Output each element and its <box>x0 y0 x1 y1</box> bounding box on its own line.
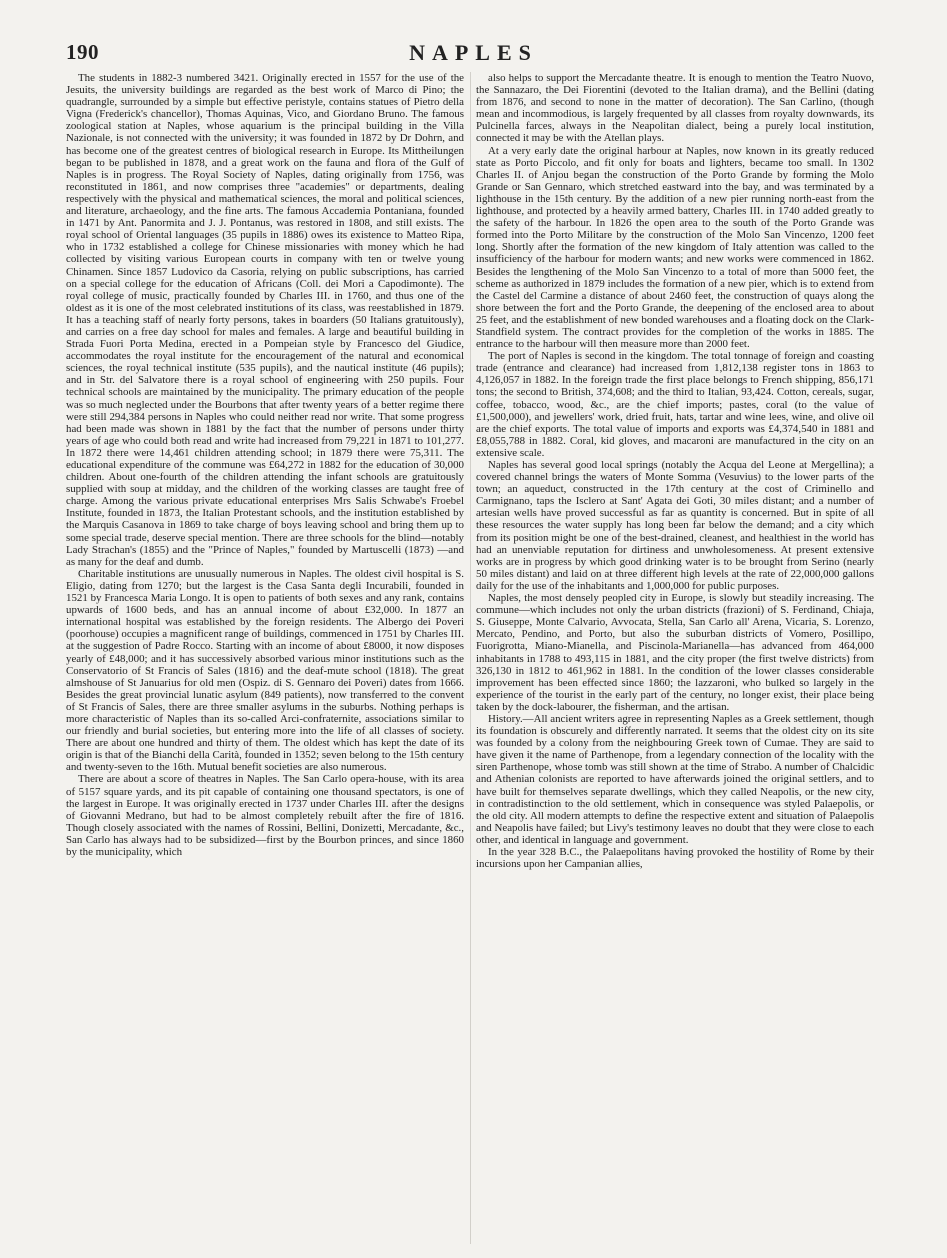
running-head: NAPLES <box>409 40 538 65</box>
right-column <box>476 72 874 1244</box>
page-header <box>66 40 881 70</box>
page-number: 190 <box>66 40 99 64</box>
paragraph: History.—All ancient writers agree in representing Naples as a Greek settlement, though its foundation is obscurely and differently narrated. It seems that the oldest city on its site was founded by a colony from the neighbouring Greek town of Cumae. They are said to have given it the name of Parthenope, from a legendary connection of the locality with the siren Parthenope, whose tomb was still shown at the time of Strabo. A number of Chalcidic and Athenian colonists are reported to have afterwards joined the original settlers, and to have built for themselves separate dwellings, which they called Neapolis, or the new city, in contradistinction to the old settlement, which in consequence was styled Palaepolis, or the old city. All modern attempts to define the respective extent and situation of Palaepolis and Neapolis have failed; but Livy's testimony leaves no doubt that they were close to each other, and identical in language and government. <box>476 712 874 846</box>
paragraph: At a very early date the original harbour at Naples, now known in its greatly reduced state as Porto Piccolo, and fit only for boats and lighters, became too small. In 1302 Charles II. of Anjou began the construction of the Porto Grande by forming the Molo Grande or San Gennaro, which stretched eastward into the bay, and was terminated by a lighthouse in the 15th century. By the addition of a new pier running north-east from the lighthouse, and protected by a heavily armed battery, Charles III. in 1740 added greatly to the safety of the harbour. In 1826 the open area to the south of the Porto Grande was formed into the Porto Militare by the construction of the Molo San Vincenzo, 1200 feet long. Shortly after the formation of the new kingdom of Italy attention was called to the insufficiency of the harbour for modern wants; and new works were commenced in 1862. Besides the lengthening of the Molo San Vincenzo to a total of more than 5000 feet, the scheme as authorized in 1879 includes the formation of a new pier, which is to extend from the Castel del Carmine a distance of about 2460 feet, the construction of quays along the shore between the fort and the Porto Grande, the deepening of the enclosed area to about 25 feet, and the establishment of new bonded warehouses and a floating dock on the Clark-Standfield system. The contract provides for the completion of the works in 1885. The entrance to the harbour will then measure more than 2000 feet. <box>476 144 874 351</box>
paragraph: The port of Naples is second in the kingdom. The total tonnage of foreign and coasting trade (entrance and clearance) had increased from 1,812,138 register tons in 1863 to 4,126,057 in 1882. In the foreign trade the first place belongs to French shipping, 856,171 tons; the second to British, 374,608; and the third to Italian, 93,424. Cotton, cereals, sugar, coffee, tobacco, wood, &c., are the chief imports; pastes, coral (to the value of £1,500,000), and jewellers' work, dried fruit, hats, tartar and wine lees, wine, and olive oil are the chief exports. The total value of imports and exports was £4,374,540 in 1881 and £8,055,788 in 1882. Coral, kid gloves, and macaroni are manufactured in the city on an extensive scale. <box>476 350 874 459</box>
paragraph: There are about a score of theatres in Naples. The San Carlo opera-house, with its area of 5157 square yards, and its pit capable of containing one thousand spectators, is one of the largest in Europe. It was originally erected in 1737 under Charles III. after the designs of Giovanni Medrano, but had to be almost completely rebuilt after the fire of 1816. Though closely associated with the names of Rossini, Bellini, Donizetti, Mercadante, &c., San Carlo has always had to be subsidized—first by the Bourbon princes, and since 1860 by the municipality, which <box>66 773 464 858</box>
paragraph: also helps to support the Mercadante theatre. It is enough to mention the Teatro Nuovo, the Sannazaro, the Dei Fiorentini (devoted to the Italian drama), and the Bellini (dating from 1876, and second to none in the matter of decoration). The San Carlino, (though mean and incommodious, is largely frequented by all classes from royalty downwards, its Pulcinella farces, always in the Neapolitan dialect, being a purely local institution, connected it may be with the Atellan plays. <box>476 72 874 145</box>
column-divider <box>470 72 471 1244</box>
paragraph: Naples, the most densely peopled city in Europe, is slowly but steadily increasing. The commune—which includes not only the urban districts (frazioni) of S. Ferdinand, Chiaja, S. Giuseppe, Monte Calvario, Avvocata, Stella, San Carlo all' Arena, Vicaria, S. Lorenzo, Mercato, Pendino, and Porto, but also the suburban districts of Vomero, Posillipo, Fuorigrotta, Miano-Mianella, and Piscinola-Marianella—has advanced from 464,000 inhabitants in 1788 to 493,115 in 1881, and the city proper (the first twelve districts) from 326,130 in 1812 to 461,962 in 1881. In the condition of the lower classes considerable improvement has been effected since 1860; the lazzaroni, who bulked so largely in the experience of the tourist in the early part of the century, no longer exist, their place being taken by the dock-labourer, the fisherman, and the artisan. <box>476 592 874 713</box>
paragraph: In the year 328 B.C., the Palaepolitans having provoked the hostility of Rome by their incursions upon her Campanian allies, <box>476 846 874 871</box>
paragraph: Charitable institutions are unusually numerous in Naples. The oldest civil hospital is S. Eligio, dating from 1270; but the largest is the Casa Santa degli Incurabili, founded in 1521 by Francesca Maria Longo. It is open to patients of both sexes and any rank, contains upwards of 1600 beds, and has an annual income of about £32,000. In 1877 an international hospital was established by the foreign residents. The Albergo dei Poveri (poorhouse) occupies a magnificent range of buildings, commenced in 1751 by Charles III. at the suggestion of Padre Rocco. Starting with an income of about £8000, it now disposes yearly of £48,000; and it has successively absorbed various minor institutions such as the Conservatorio of St Francis of Sales (1816) and the deaf-mute school (1818). The great almshouse of St Januarius for old men (Ospiz. di S. Gennaro dei Poveri) dates from 1666. Besides the great provincial lunatic asylum (849 patients), now transferred to the convent of St Francis of Sales, there are three smaller asylums in the suburbs. Nothing perhaps is more characteristic of Naples than its so-called Arci-confraternite, associations similar to our friendly and burial societies, but entering more into the life of all classes of society. There are about one hundred and thirty of them. The oldest which has kept the date of its origin is that of the Bianchi della Carità, founded in 1352; seven belong to the 15th century and twenty-seven to the 16th. Mutual benefit societies are also numerous. <box>66 567 464 774</box>
paragraph: Naples has several good local springs (notably the Acqua del Leone at Mergellina); a covered channel brings the waters of Monte Somma (Vesuvius) to the lower parts of the town; an aqueduct, constructed in the 17th century at the cost of Criminello and Carmignano, taps the Isclero at Sant' Agata dei Goti, 30 miles distant; and a number of artesian wells have proved successful as far as quantity is concerned. But in spite of all these resources the water supply has long been far below the demand; and a city which from its position might be one of the best-drained, cleanest, and healthiest in the world has had an unenviable reputation for dirtiness and unwholesomeness. At present extensive works are in progress by which good drinking water is to be brought from Serino (nearly 50 miles distant) and laid on at three different high levels at the rate of 22,000,000 gallons daily for the use of the inhabitants and 1,000,000 for public purposes. <box>476 459 874 592</box>
left-column <box>66 72 464 1244</box>
paragraph: The students in 1882-3 numbered 3421. Originally erected in 1557 for the use of the Jesuits, the university buildings are regarded as the best work of Marco di Pino; the quadrangle, surrounded by a simple but effective peristyle, contains statues of Pietro della Vigna (Frederick's chancellor), Thomas Aquinas, Vico, and Giordano Bruno. The famous zoological station at Naples, whose aquarium is the principal building in the Villa Nazionale, is not connected with the university; it was founded in 1872 by Dr Dohrn, and has become one of the greatest centres of biological research in Europe. Its Mittheilungen began to be published in 1878, and a great work on the fauna and flora of the Gulf of Naples is in progress. The Royal Society of Naples, dating originally from 1756, was reconstituted in 1861, and now comprises three "academies" or departments, dealing respectively with the physical and mathematical sciences, the moral and political sciences, and literature, archaeology, and the fine arts. The famous Accademia Pontaniana, founded in 1471 by Ant. Panormita and J. J. Pontanus, was restored in 1808, and still exists. The royal school of Oriental languages (35 pupils in 1886) owes its existence to Matteo Ripa, who in 1732 established a college for Chinese missionaries with money which he had collected by visiting various European courts in company with ten or twelve young Chinamen. Since 1857 Ludovico da Casoria, relying on public subscriptions, has carried on a special college for the education of Africans (Coll. dei Mori a Capodimonte). The royal college of music, practically founded by Charles III. in 1760, and thus one of the oldest as it is one of the most celebrated institutions of its class, was reestablished in 1879. It has a teaching staff of nearly forty persons, takes in boarders (50 Italians gratuitously), and carries on a free day school for males and females. A large and beautiful building in Strada Fuori Porta Medina, erected in a Pompeian style by Francesco del Giudice, accommodates the royal institute for the encouragement of the natural and economical sciences, the royal technical institute (535 pupils), and the nautical institute (46 pupils); and in Str. del Salvatore there is a royal school of engineering with 250 pupils. Four technical schools are maintained by the municipality. The primary education of the people was so much neglected under the Bourbons that after twenty years of a better regime there were still 294,384 persons in Naples who could neither read nor write. That some progress had been made was shown in 1881 by the fact that the number of persons under thirty years of age who could both read and write had increased from 79,221 in 1871 to 101,277. In 1872 there were 14,461 children attending school; in 1879 there were 75,311. The educational expenditure of the commune was £64,272 in 1882 for the education of 30,000 children. About one-fourth of the children attending the infant schools are gratuitously supplied with soup at midday, and the children of the working classes are taught free of charge. Among the various private educational enterprises Mrs Salis Schwabe's Froebel Institute, founded in 1873, the Italian Protestant schools, and the institution established by the Marquis Casanova in 1869 to take charge of boys leaving school and bring them up to some special trade, deserve special mention. There are three schools for the blind—notably Lady Strachan's (1855) and the "Prince of Naples," founded by Martuscelli (1873) —and as many for the deaf and dumb. <box>66 72 464 568</box>
